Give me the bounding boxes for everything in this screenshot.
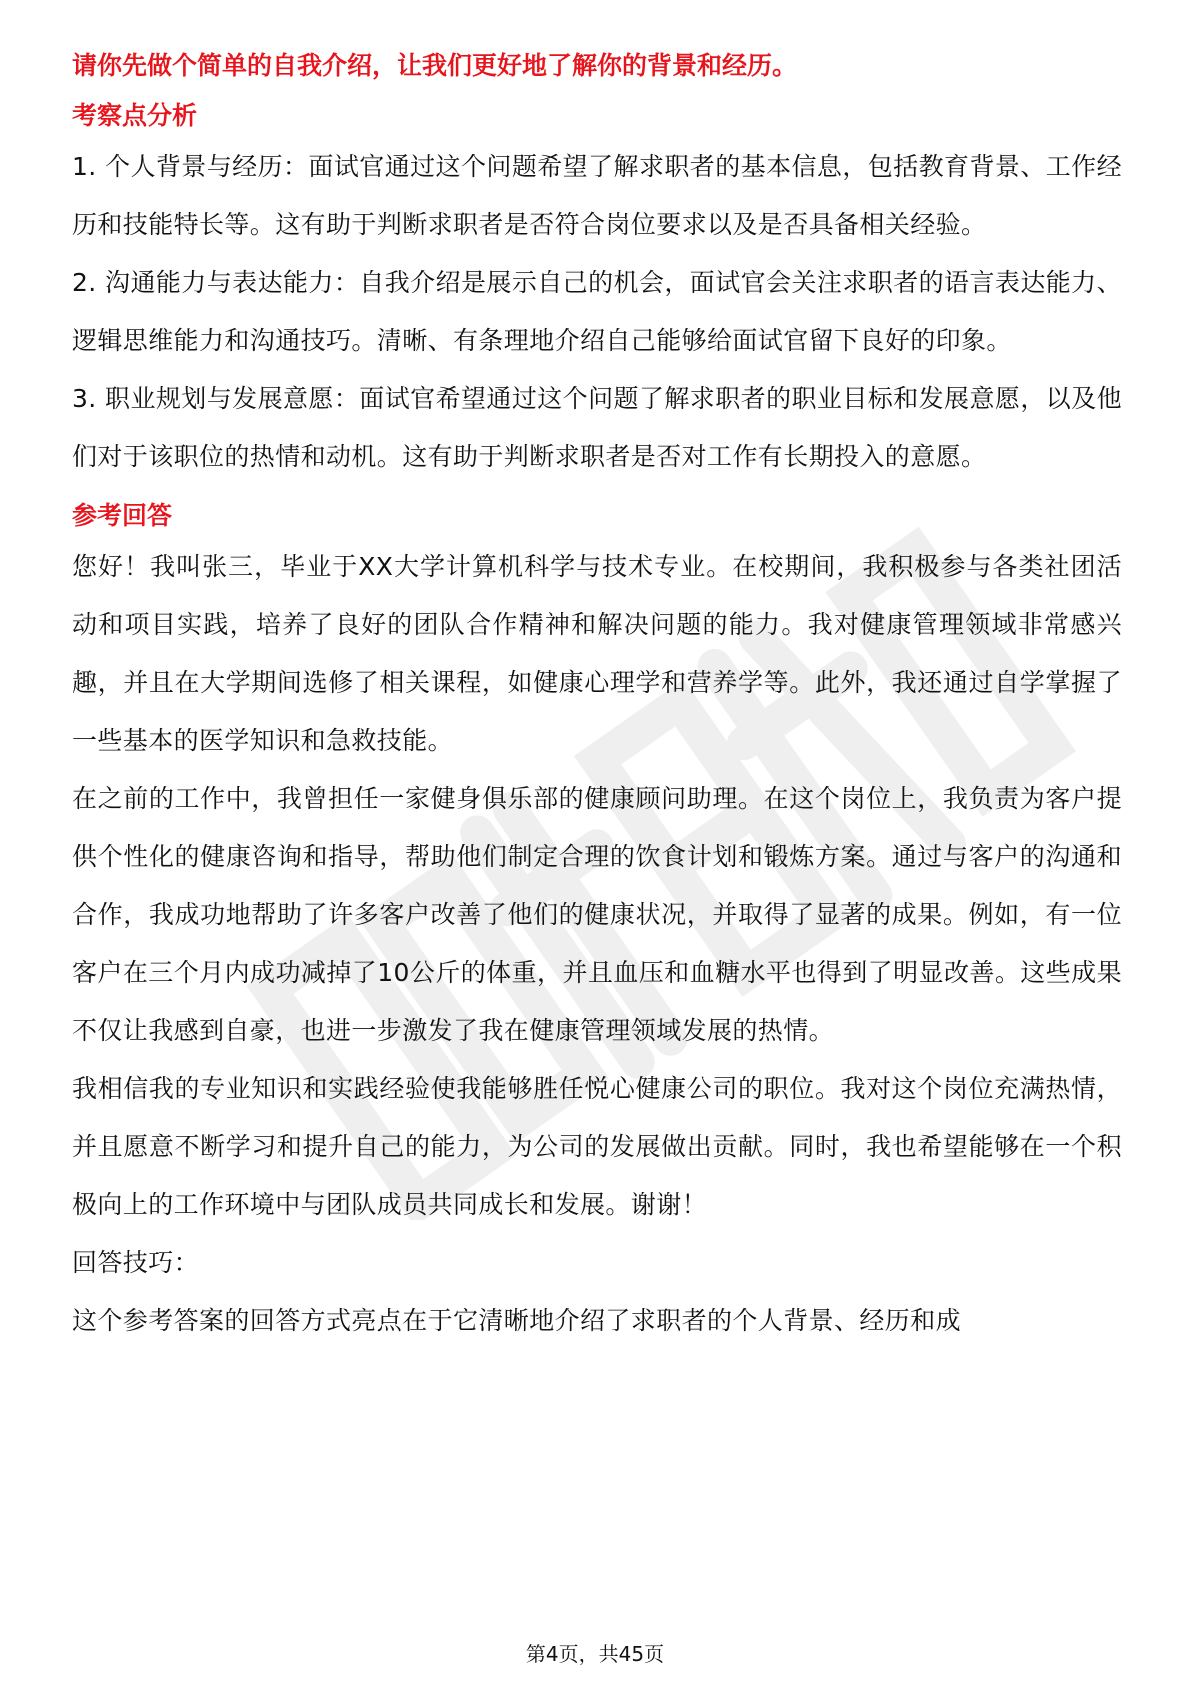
answer-paragraph: 您好！我叫张三，毕业于XX大学计算机科学与技术专业。在校期间，我积极参与各类社团活动和项目实践，培养了良好的团队合作精神和解决问题的能力。我对健康管理领域非常感兴趣，并且在大学期间选修了相关课程，如健康心理学和营养学等。此外，我还通过自学掌握了一些基本的医学知识和急救技能。 — [72, 552, 1122, 755]
analysis-point: 2. 沟通能力与表达能力：自我介绍是展示自己的机会，面试官会关注求职者的语言表达能力、逻辑思维能力和沟通技巧。清晰、有条理地介绍自己能够给面试官留下良好的印象。 — [72, 268, 1122, 355]
tips-label: 回答技巧： — [72, 1248, 200, 1277]
page-number: 第4页，共45页 — [525, 1642, 665, 1666]
answer-paragraph: 在之前的工作中，我曾担任一家健身俱乐部的健康顾问助理。在这个岗位上，我负责为客户提供个性化的健康咨询和指导，帮助他们制定合理的饮食计划和锻炼方案。通过与客户的沟通和合作，我成功地帮助了许多客户改善了他们的健康状况，并取得了显著的成果。例如，有一位客户在三个月内成功减掉了10公斤的体重，并且血压和血糖水平也得到了明显改善。这些成果不仅让我感到自豪，也进一步激发了我在健康管理领域发展的热情。 — [72, 784, 1122, 1045]
document-content — [72, 44, 1122, 1350]
answer-heading: 参考回答 — [72, 501, 173, 530]
analysis-heading: 考察点分析 — [72, 101, 198, 130]
analysis-point: 3. 职业规划与发展意愿：面试官希望通过这个问题了解求职者的职业目标和发展意愿，以及他们对于该职位的热情和动机。这有助于判断求职者是否对工作有长期投入的意愿。 — [72, 384, 1122, 471]
tips-text: 这个参考答案的回答方式亮点在于它清晰地介绍了求职者的个人背景、经历和成 — [72, 1306, 962, 1335]
interview-question: 请你先做个简单的自我介绍，让我们更好地了解你的背景和经历。 — [72, 51, 798, 80]
answer-paragraph: 我相信我的专业知识和实践经验使我能够胜任悦心健康公司的职位。我对这个岗位充满热情，并且愿意不断学习和提升自己的能力，为公司的发展做出贡献。同时，我也希望能够在一个积极向上的工作环境中与团队成员共同成长和发展。谢谢！ — [72, 1074, 1122, 1219]
analysis-point: 1. 个人背景与经历：面试官通过这个问题希望了解求职者的基本信息，包括教育背景、工作经历和技能特长等。这有助于判断求职者是否符合岗位要求以及是否具备相关经验。 — [72, 152, 1122, 239]
